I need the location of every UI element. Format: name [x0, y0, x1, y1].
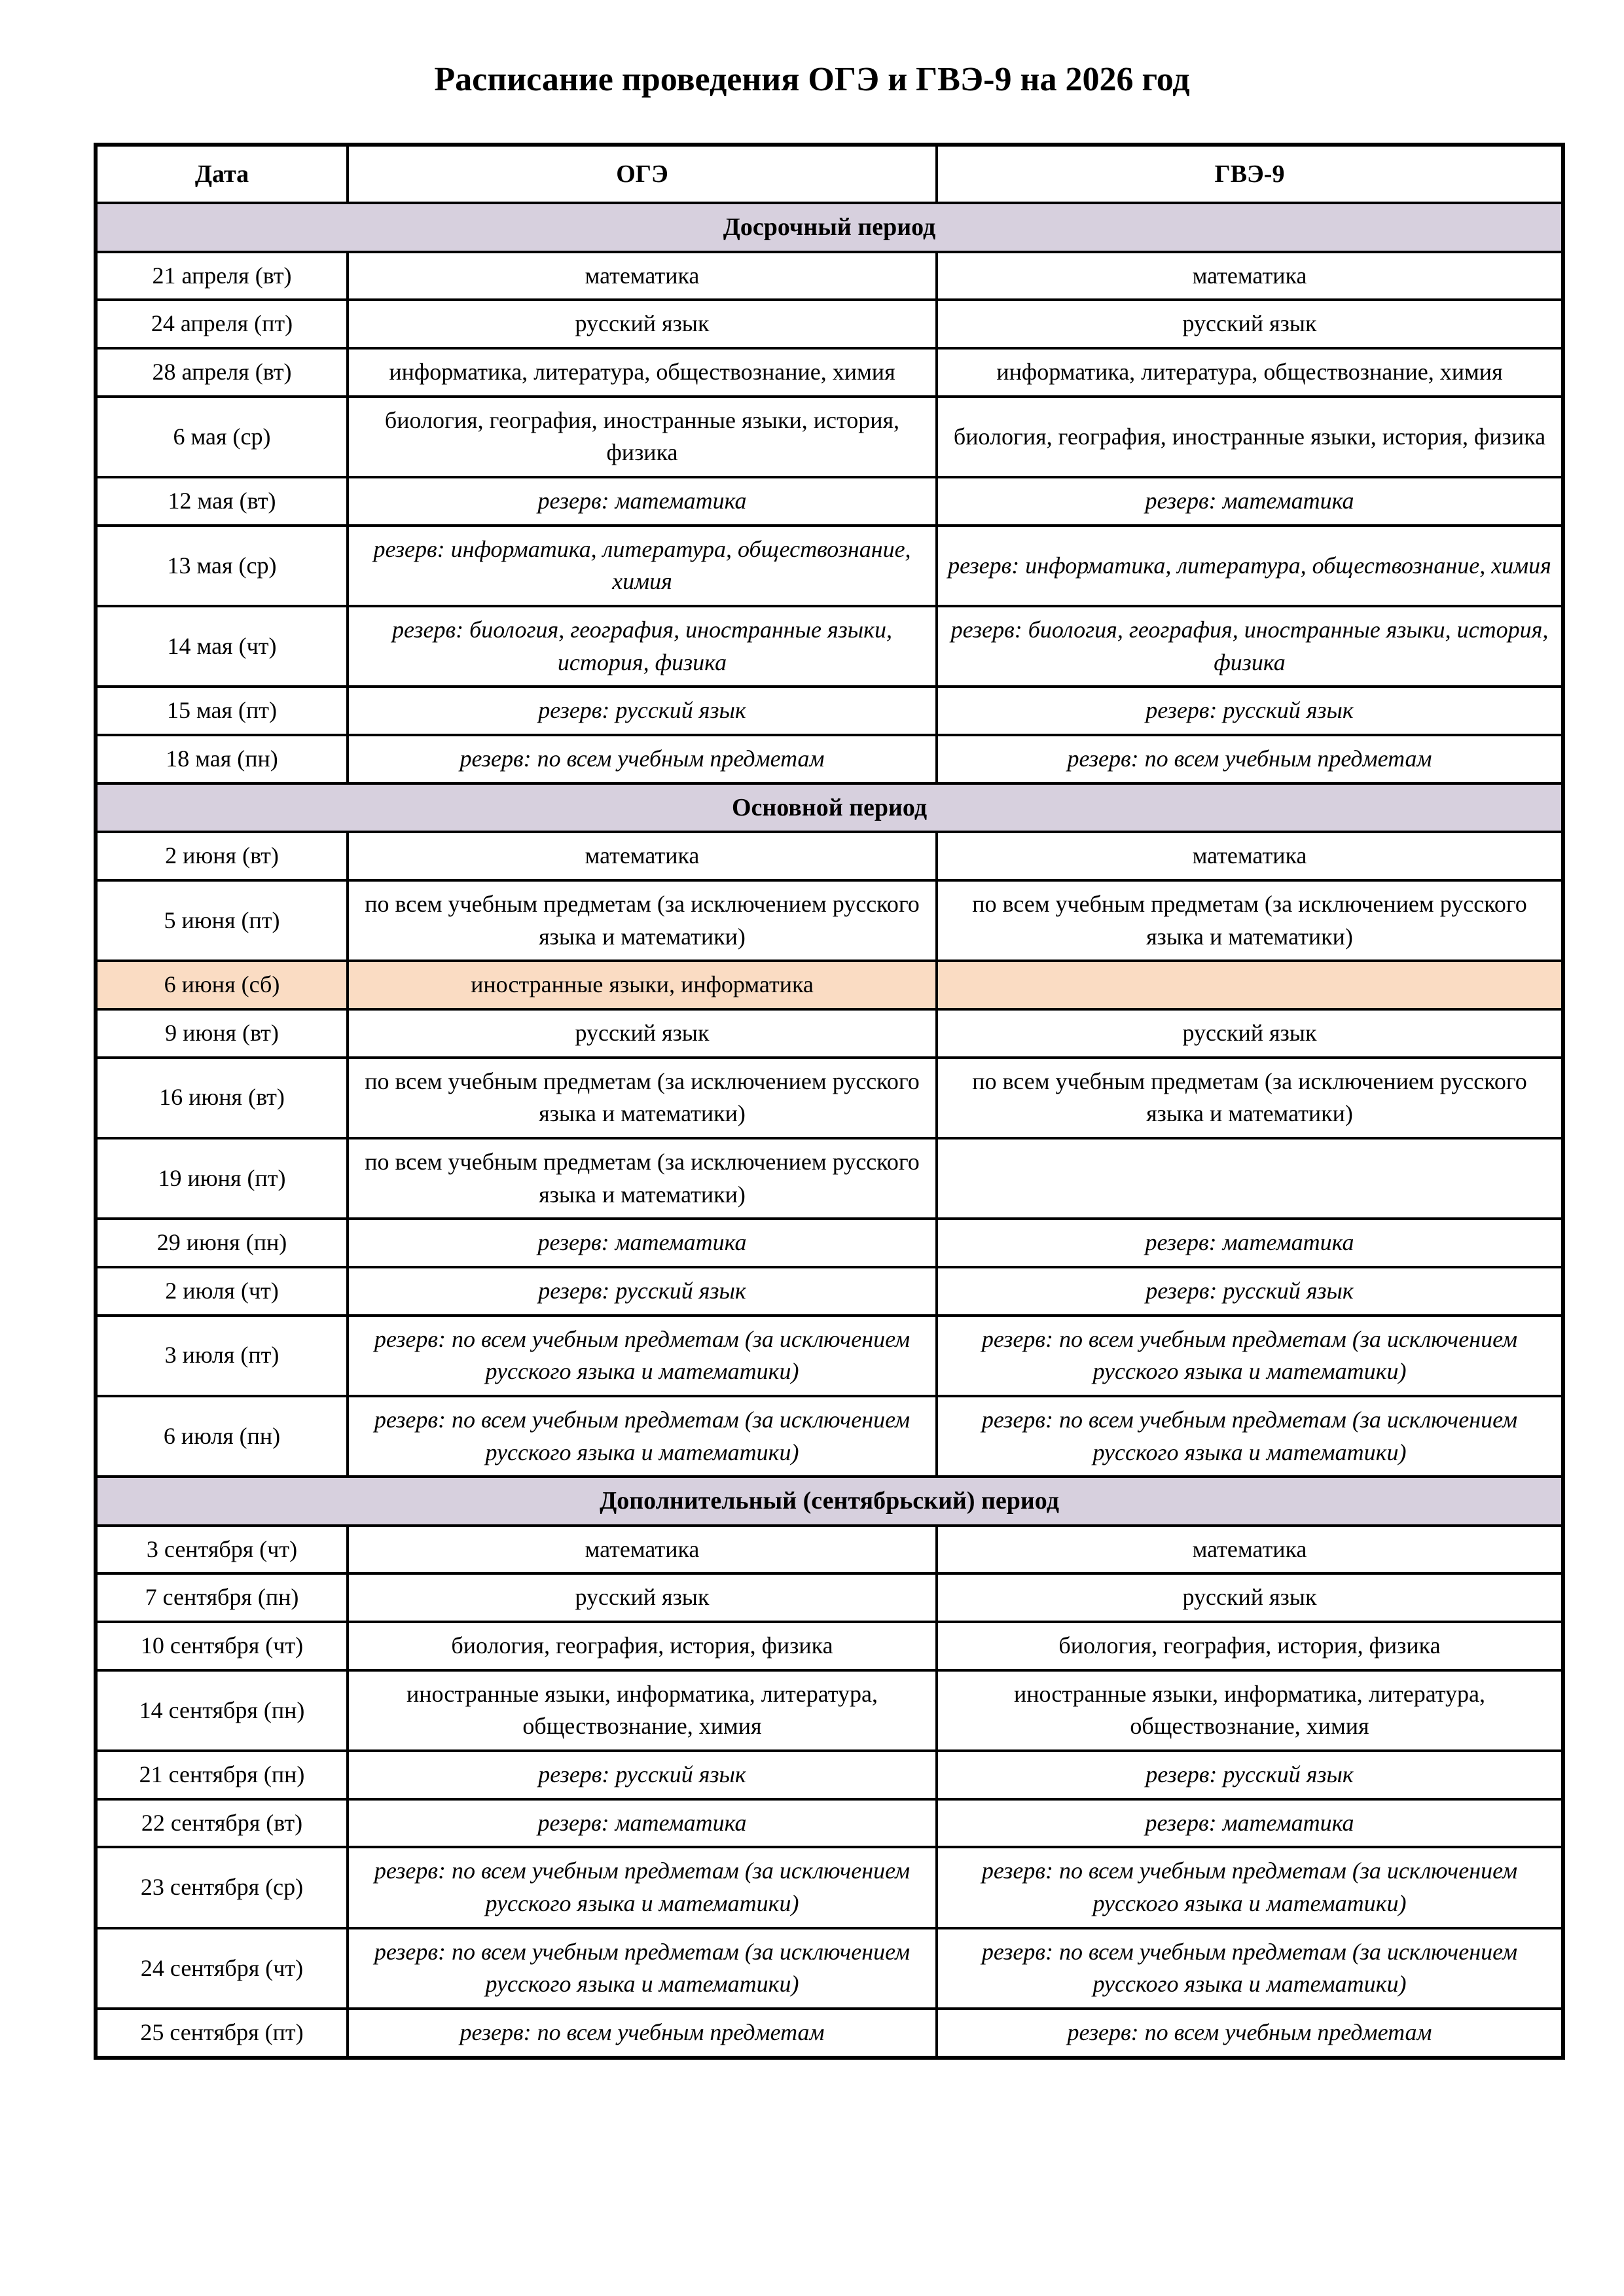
- gve-cell: резерв: по всем учебным предметам (за исключением русского языка и математики): [937, 1928, 1563, 2009]
- date-cell: 14 мая (чт): [96, 606, 348, 687]
- table-row: [96, 252, 1563, 300]
- oge-cell: резерв: по всем учебным предметам (за исключением русского языка и математики): [348, 1396, 937, 1477]
- date-cell: 3 июля (пт): [96, 1316, 348, 1396]
- gve-cell: резерв: биология, география, иностранные языки, история, физика: [937, 606, 1563, 687]
- section-row: [96, 1477, 1563, 1525]
- oge-cell: биология, география, иностранные языки, история, физика: [348, 397, 937, 477]
- gve-cell: математика: [937, 832, 1563, 880]
- oge-cell: иностранные языки, информатика, литература, обществознание, химия: [348, 1670, 937, 1751]
- oge-cell: математика: [348, 252, 937, 300]
- table-row: [96, 1058, 1563, 1138]
- column-header-oge: ОГЭ: [348, 145, 937, 203]
- oge-cell: информатика, литература, обществознание, химия: [348, 348, 937, 397]
- gve-cell: резерв: русский язык: [937, 1751, 1563, 1799]
- table-row: [96, 687, 1563, 735]
- gve-cell: [937, 1138, 1563, 1219]
- gve-cell: иностранные языки, информатика, литература, обществознание, химия: [937, 1670, 1563, 1751]
- oge-cell: резерв: по всем учебным предметам (за исключением русского языка и математики): [348, 1928, 937, 2009]
- gve-cell: математика: [937, 252, 1563, 300]
- gve-cell: биология, география, история, физика: [937, 1622, 1563, 1670]
- gve-cell: русский язык: [937, 300, 1563, 348]
- table-row: [96, 832, 1563, 880]
- page-title: Расписание проведения ОГЭ и ГВЭ-9 на 2026 год: [434, 61, 1190, 98]
- date-cell: 5 июня (пт): [96, 880, 348, 961]
- gve-cell: резерв: по всем учебным предметам: [937, 2009, 1563, 2058]
- gve-cell: резерв: русский язык: [937, 687, 1563, 735]
- table-row: [96, 1009, 1563, 1058]
- table-row: [96, 1799, 1563, 1848]
- date-cell: 12 мая (вт): [96, 477, 348, 526]
- table-row: [96, 1751, 1563, 1799]
- oge-cell: резерв: биология, география, иностранные языки, история, физика: [348, 606, 937, 687]
- table-row: [96, 1396, 1563, 1477]
- gve-cell: [937, 961, 1563, 1009]
- gve-cell: информатика, литература, обществознание, химия: [937, 348, 1563, 397]
- date-cell: 15 мая (пт): [96, 687, 348, 735]
- date-cell: 28 апреля (вт): [96, 348, 348, 397]
- date-cell: 9 июня (вт): [96, 1009, 348, 1058]
- table-row: [96, 1670, 1563, 1751]
- gve-cell: резерв: математика: [937, 1799, 1563, 1848]
- date-cell: 6 мая (ср): [96, 397, 348, 477]
- gve-cell: математика: [937, 1526, 1563, 1574]
- section-row: [96, 783, 1563, 832]
- oge-cell: резерв: по всем учебным предметам: [348, 2009, 937, 2058]
- table-row: [96, 735, 1563, 783]
- gve-cell: резерв: информатика, литература, обществознание, химия: [937, 526, 1563, 606]
- date-cell: 2 июля (чт): [96, 1267, 348, 1316]
- oge-cell: резерв: математика: [348, 1219, 937, 1267]
- table-row: [96, 880, 1563, 961]
- section-row: [96, 203, 1563, 251]
- section-label: Основной период: [96, 783, 1563, 832]
- oge-cell: по всем учебным предметам (за исключением русского языка и математики): [348, 1058, 937, 1138]
- gve-cell: резерв: по всем учебным предметам: [937, 735, 1563, 783]
- date-cell: 24 сентября (чт): [96, 1928, 348, 2009]
- gve-cell: резерв: по всем учебным предметам (за исключением русского языка и математики): [937, 1316, 1563, 1396]
- column-header-date: Дата: [96, 145, 348, 203]
- date-cell: 18 мая (пн): [96, 735, 348, 783]
- oge-cell: резерв: математика: [348, 477, 937, 526]
- oge-cell: по всем учебным предметам (за исключением русского языка и математики): [348, 880, 937, 961]
- table-row: [96, 1526, 1563, 1574]
- oge-cell: русский язык: [348, 1573, 937, 1622]
- gve-cell: биология, география, иностранные языки, история, физика: [937, 397, 1563, 477]
- table-row: [96, 1928, 1563, 2009]
- table-row: [96, 300, 1563, 348]
- table-header-row: [96, 145, 1563, 203]
- table-row: [96, 1316, 1563, 1396]
- table-row: [96, 606, 1563, 687]
- section-label: Дополнительный (сентябрьский) период: [96, 1477, 1563, 1525]
- date-cell: 14 сентября (пн): [96, 1670, 348, 1751]
- oge-cell: математика: [348, 1526, 937, 1574]
- date-cell: 6 июня (сб): [96, 961, 348, 1009]
- gve-cell: по всем учебным предметам (за исключением русского языка и математики): [937, 1058, 1563, 1138]
- table-row: [96, 1847, 1563, 1928]
- date-cell: 23 сентября (ср): [96, 1847, 348, 1928]
- oge-cell: резерв: русский язык: [348, 1267, 937, 1316]
- gve-cell: русский язык: [937, 1009, 1563, 1058]
- date-cell: 13 мая (ср): [96, 526, 348, 606]
- date-cell: 29 июня (пн): [96, 1219, 348, 1267]
- gve-cell: русский язык: [937, 1573, 1563, 1622]
- gve-cell: резерв: по всем учебным предметам (за исключением русского языка и математики): [937, 1396, 1563, 1477]
- section-label: Досрочный период: [96, 203, 1563, 251]
- oge-cell: русский язык: [348, 1009, 937, 1058]
- table-row-highlighted: [96, 961, 1563, 1009]
- date-cell: 16 июня (вт): [96, 1058, 348, 1138]
- gve-cell: резерв: русский язык: [937, 1267, 1563, 1316]
- date-cell: 24 апреля (пт): [96, 300, 348, 348]
- oge-cell: резерв: математика: [348, 1799, 937, 1848]
- date-cell: 2 июня (вт): [96, 832, 348, 880]
- table-row: [96, 526, 1563, 606]
- column-header-gve9: ГВЭ-9: [937, 145, 1563, 203]
- date-cell: 22 сентября (вт): [96, 1799, 348, 1848]
- gve-cell: по всем учебным предметам (за исключением русского языка и математики): [937, 880, 1563, 961]
- table-row: [96, 1622, 1563, 1670]
- oge-cell: русский язык: [348, 300, 937, 348]
- date-cell: 19 июня (пт): [96, 1138, 348, 1219]
- oge-cell: биология, география, история, физика: [348, 1622, 937, 1670]
- oge-cell: резерв: информатика, литература, обществознание, химия: [348, 526, 937, 606]
- table-row: [96, 1138, 1563, 1219]
- oge-cell: резерв: по всем учебным предметам (за исключением русского языка и математики): [348, 1847, 937, 1928]
- oge-cell: по всем учебным предметам (за исключением русского языка и математики): [348, 1138, 937, 1219]
- table-row: [96, 348, 1563, 397]
- gve-cell: резерв: математика: [937, 477, 1563, 526]
- gve-cell: резерв: по всем учебным предметам (за исключением русского языка и математики): [937, 1847, 1563, 1928]
- table-row: [96, 1573, 1563, 1622]
- table-row: [96, 397, 1563, 477]
- gve-cell: резерв: математика: [937, 1219, 1563, 1267]
- oge-cell: резерв: по всем учебным предметам: [348, 735, 937, 783]
- table-row: [96, 477, 1563, 526]
- table-row: [96, 1219, 1563, 1267]
- oge-cell: резерв: по всем учебным предметам (за исключением русского языка и математики): [348, 1316, 937, 1396]
- oge-cell: резерв: русский язык: [348, 1751, 937, 1799]
- date-cell: 21 сентября (пн): [96, 1751, 348, 1799]
- date-cell: 25 сентября (пт): [96, 2009, 348, 2058]
- date-cell: 7 сентября (пн): [96, 1573, 348, 1622]
- exam-schedule-table: [94, 143, 1565, 2060]
- oge-cell: иностранные языки, информатика: [348, 961, 937, 1009]
- date-cell: 21 апреля (вт): [96, 252, 348, 300]
- date-cell: 10 сентября (чт): [96, 1622, 348, 1670]
- oge-cell: резерв: русский язык: [348, 687, 937, 735]
- oge-cell: математика: [348, 832, 937, 880]
- table-row: [96, 2009, 1563, 2058]
- table-row: [96, 1267, 1563, 1316]
- date-cell: 6 июля (пн): [96, 1396, 348, 1477]
- date-cell: 3 сентября (чт): [96, 1526, 348, 1574]
